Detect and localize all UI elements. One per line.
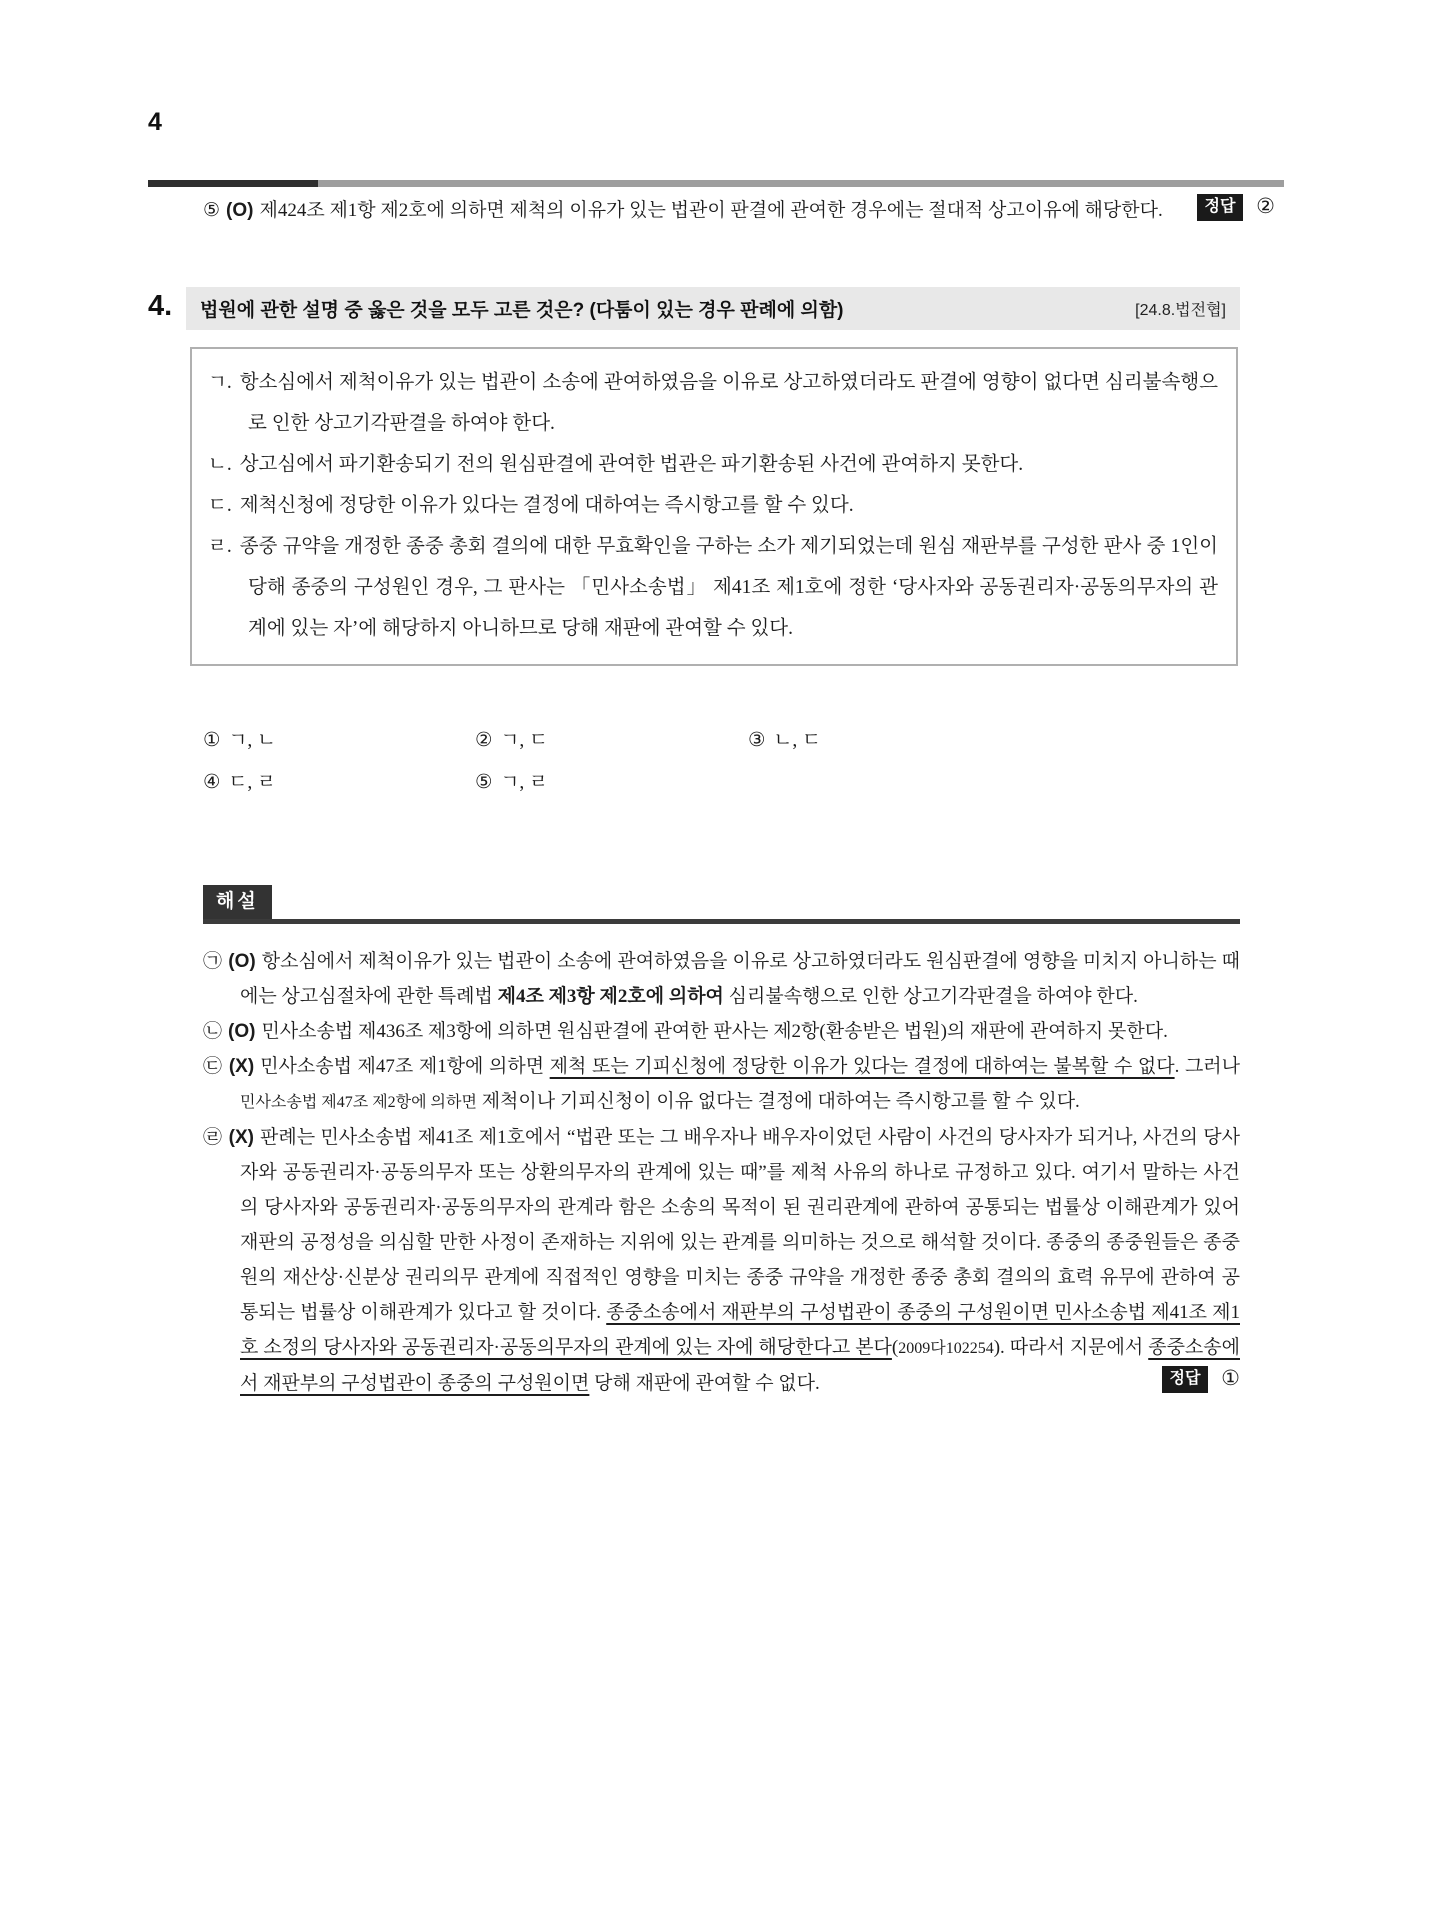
header-rule [148, 180, 1284, 187]
choice-text: ㄱ, ㄷ [500, 730, 548, 751]
item-marker: ㉡ [203, 1021, 223, 1042]
answer-tag [1197, 187, 1276, 227]
choice-marker: ② [475, 730, 493, 751]
list-item-text: 제척신청에 정당한 이유가 있다는 결정에 대하여는 즉시항고를 할 수 있다. [239, 495, 854, 516]
question-header-bar [186, 287, 1240, 330]
list-item-text: 상고심에서 파기환송되기 전의 원심판결에 관여한 법관은 파기환송된 사건에 관여하지 못한다. [239, 454, 1024, 475]
list-item-r [208, 526, 1218, 649]
choice-marker: ⑤ [475, 772, 493, 793]
choice-marker: ③ [748, 730, 766, 751]
question-source-tag: [24.8.법전협] [1135, 302, 1226, 319]
item-marker: ㉣ [203, 1127, 223, 1148]
explanation-body [203, 944, 1240, 1401]
answer-badge: 정답 [1162, 1366, 1209, 1393]
item-text: 제424조 제1항 제2호에 의하면 제척의 이유가 있는 법관이 판결에 관여한 경우에는 절대적 상고이유에 해당한다. [259, 200, 1163, 221]
list-item-d [208, 485, 1218, 526]
truth-marker: (O) [226, 200, 254, 221]
explanation-item-n [203, 1014, 1240, 1049]
choice-marker: ④ [203, 772, 221, 793]
choice-1 [203, 724, 475, 766]
explanation-header [203, 885, 1240, 924]
list-item-text: 항소심에서 제척이유가 있는 법관이 소송에 관여하였음을 이유로 상고하였더라도 판결에 영향이 없다면 심리불속행으로 인한 상고기각판결을 하여야 한다. [239, 372, 1218, 434]
choice-text: ㄴ, ㄷ [773, 730, 821, 751]
question-title: 법원에 관한 설명 중 옳은 것을 모두 고른 것은? (다툼이 있는 경우 판례에 의함) [200, 300, 844, 321]
choice-3 [748, 724, 1240, 766]
answer-number: ① [1221, 1366, 1240, 1390]
item-marker: ⑤ [203, 200, 221, 221]
truth-marker: (X) [228, 1056, 255, 1077]
item-text: 민사소송법 제47조 제1항에 의하면 제척 또는 기피신청에 정당한 이유가 있다는 결정에 대하여는 불복할 수 없다. 그러나 민사소송법 제47조 제2항에 의하면 제척이나 기피신청이 이유 없다는 결정에 대하여는 즉시항고를 할 수 있다. [240, 1056, 1240, 1112]
explanation-item-d [203, 1049, 1240, 1120]
choice-4 [203, 766, 475, 808]
page-number: 4 [148, 108, 162, 136]
item-text: 판례는 민사소송법 제41조 제1호에서 “법관 또는 그 배우자나 배우자이었던 사람이 사건의 당사자가 되거나, 사건의 당사자와 공동권리자·공동의무자 또는 상환의무자의 관계에 있는 때”를 제척 사유의 하나로 규정하고 있다. 여기서 말하는 사건의 당사자와 공동권리자·공동의무자의 관계라 함은 소송의 목적이 된 권리관계에 관하여 공통되는 법률상 이해관계가 있어 재판의 공정성을 의심할 만한 사정이 존재하는 지위에 있는 관계를 의미하는 것으로 해석할 것이다. 종중의 종중원들은 종중원의 재산상·신분상 권리의무 관계에 직접적인 영향을 미치는 종중 규약을 개정한 종중 총회 결의의 효력 유무에 관하여 공통되는 법률상 이해관계가 있다고 할 것이다. 종중소송에서 재판부의 구성법관이 종중의 구성원이면 민사소송법 제41조 제1호 소정의 당사자와 공동권리자·공동의무자의 관계에 있는 자에 해당한다고 본다(2009다102254). 따라서 지문에서 종중소송에서 재판부의 구성법관이 종중의 구성원이면 당해 재판에 관여할 수 없다. [240, 1127, 1240, 1394]
list-item-marker: ㄴ. [208, 454, 232, 475]
explanation-item-g [203, 944, 1240, 1014]
truth-marker: (O) [228, 1021, 256, 1042]
explanation-header-badge: 해설 [203, 885, 272, 919]
item-text: 항소심에서 제척이유가 있는 법관이 소송에 관여하였음을 이유로 상고하였더라도 원심판결에 영향을 미치지 아니하는 때에는 상고심절차에 관한 특례법 제4조 제3항 제2호에 의하여 심리불속행으로 인한 상고기각판결을 하여야 한다. [240, 951, 1240, 1007]
list-item-marker: ㄱ. [208, 372, 232, 393]
explanation-item-r [203, 1120, 1240, 1401]
list-item-marker: ㄷ. [208, 495, 232, 516]
truth-marker: (X) [228, 1127, 254, 1148]
answer-tag [1162, 1361, 1241, 1397]
truth-marker: (O) [228, 951, 256, 972]
answer-badge: 정답 [1197, 194, 1244, 221]
list-item-marker: ㄹ. [208, 536, 232, 557]
item-marker: ㉢ [203, 1056, 223, 1077]
list-item-text: 종중 규약을 개정한 종중 총회 결의에 대한 무효확인을 구하는 소가 제기되었는데 원심 재판부를 구성한 판사 중 1인이 당해 종중의 구성원인 경우, 그 판사는 「민사소송법」 제41조 제1호에 정한 ‘당사자와 공동권리자·공동의무자의 관계에 있는 자’에 해당하지 아니하므로 당해 재판에 관여할 수 있다. [239, 536, 1218, 639]
choice-text: ㄱ, ㄹ [500, 772, 548, 793]
item-text: 민사소송법 제436조 제3항에 의하면 원심판결에 관여한 판사는 제2항(환송받은 법원)의 재판에 관여하지 못한다. [261, 1021, 1168, 1042]
item-marker: ㉠ [203, 951, 223, 972]
answer-number: ② [1256, 194, 1275, 218]
question-number: 4. [148, 290, 173, 322]
choice-text: ㄱ, ㄴ [228, 730, 276, 751]
choice-2 [475, 724, 748, 766]
prev-answer-explanation [203, 192, 1275, 230]
choice-marker: ① [203, 730, 221, 751]
choices-grid [203, 724, 1240, 808]
choice-5 [475, 766, 748, 808]
list-item-n [208, 444, 1218, 485]
choice-text: ㄷ, ㄹ [228, 772, 276, 793]
question-items-box [190, 347, 1238, 666]
list-item-g [208, 362, 1218, 444]
